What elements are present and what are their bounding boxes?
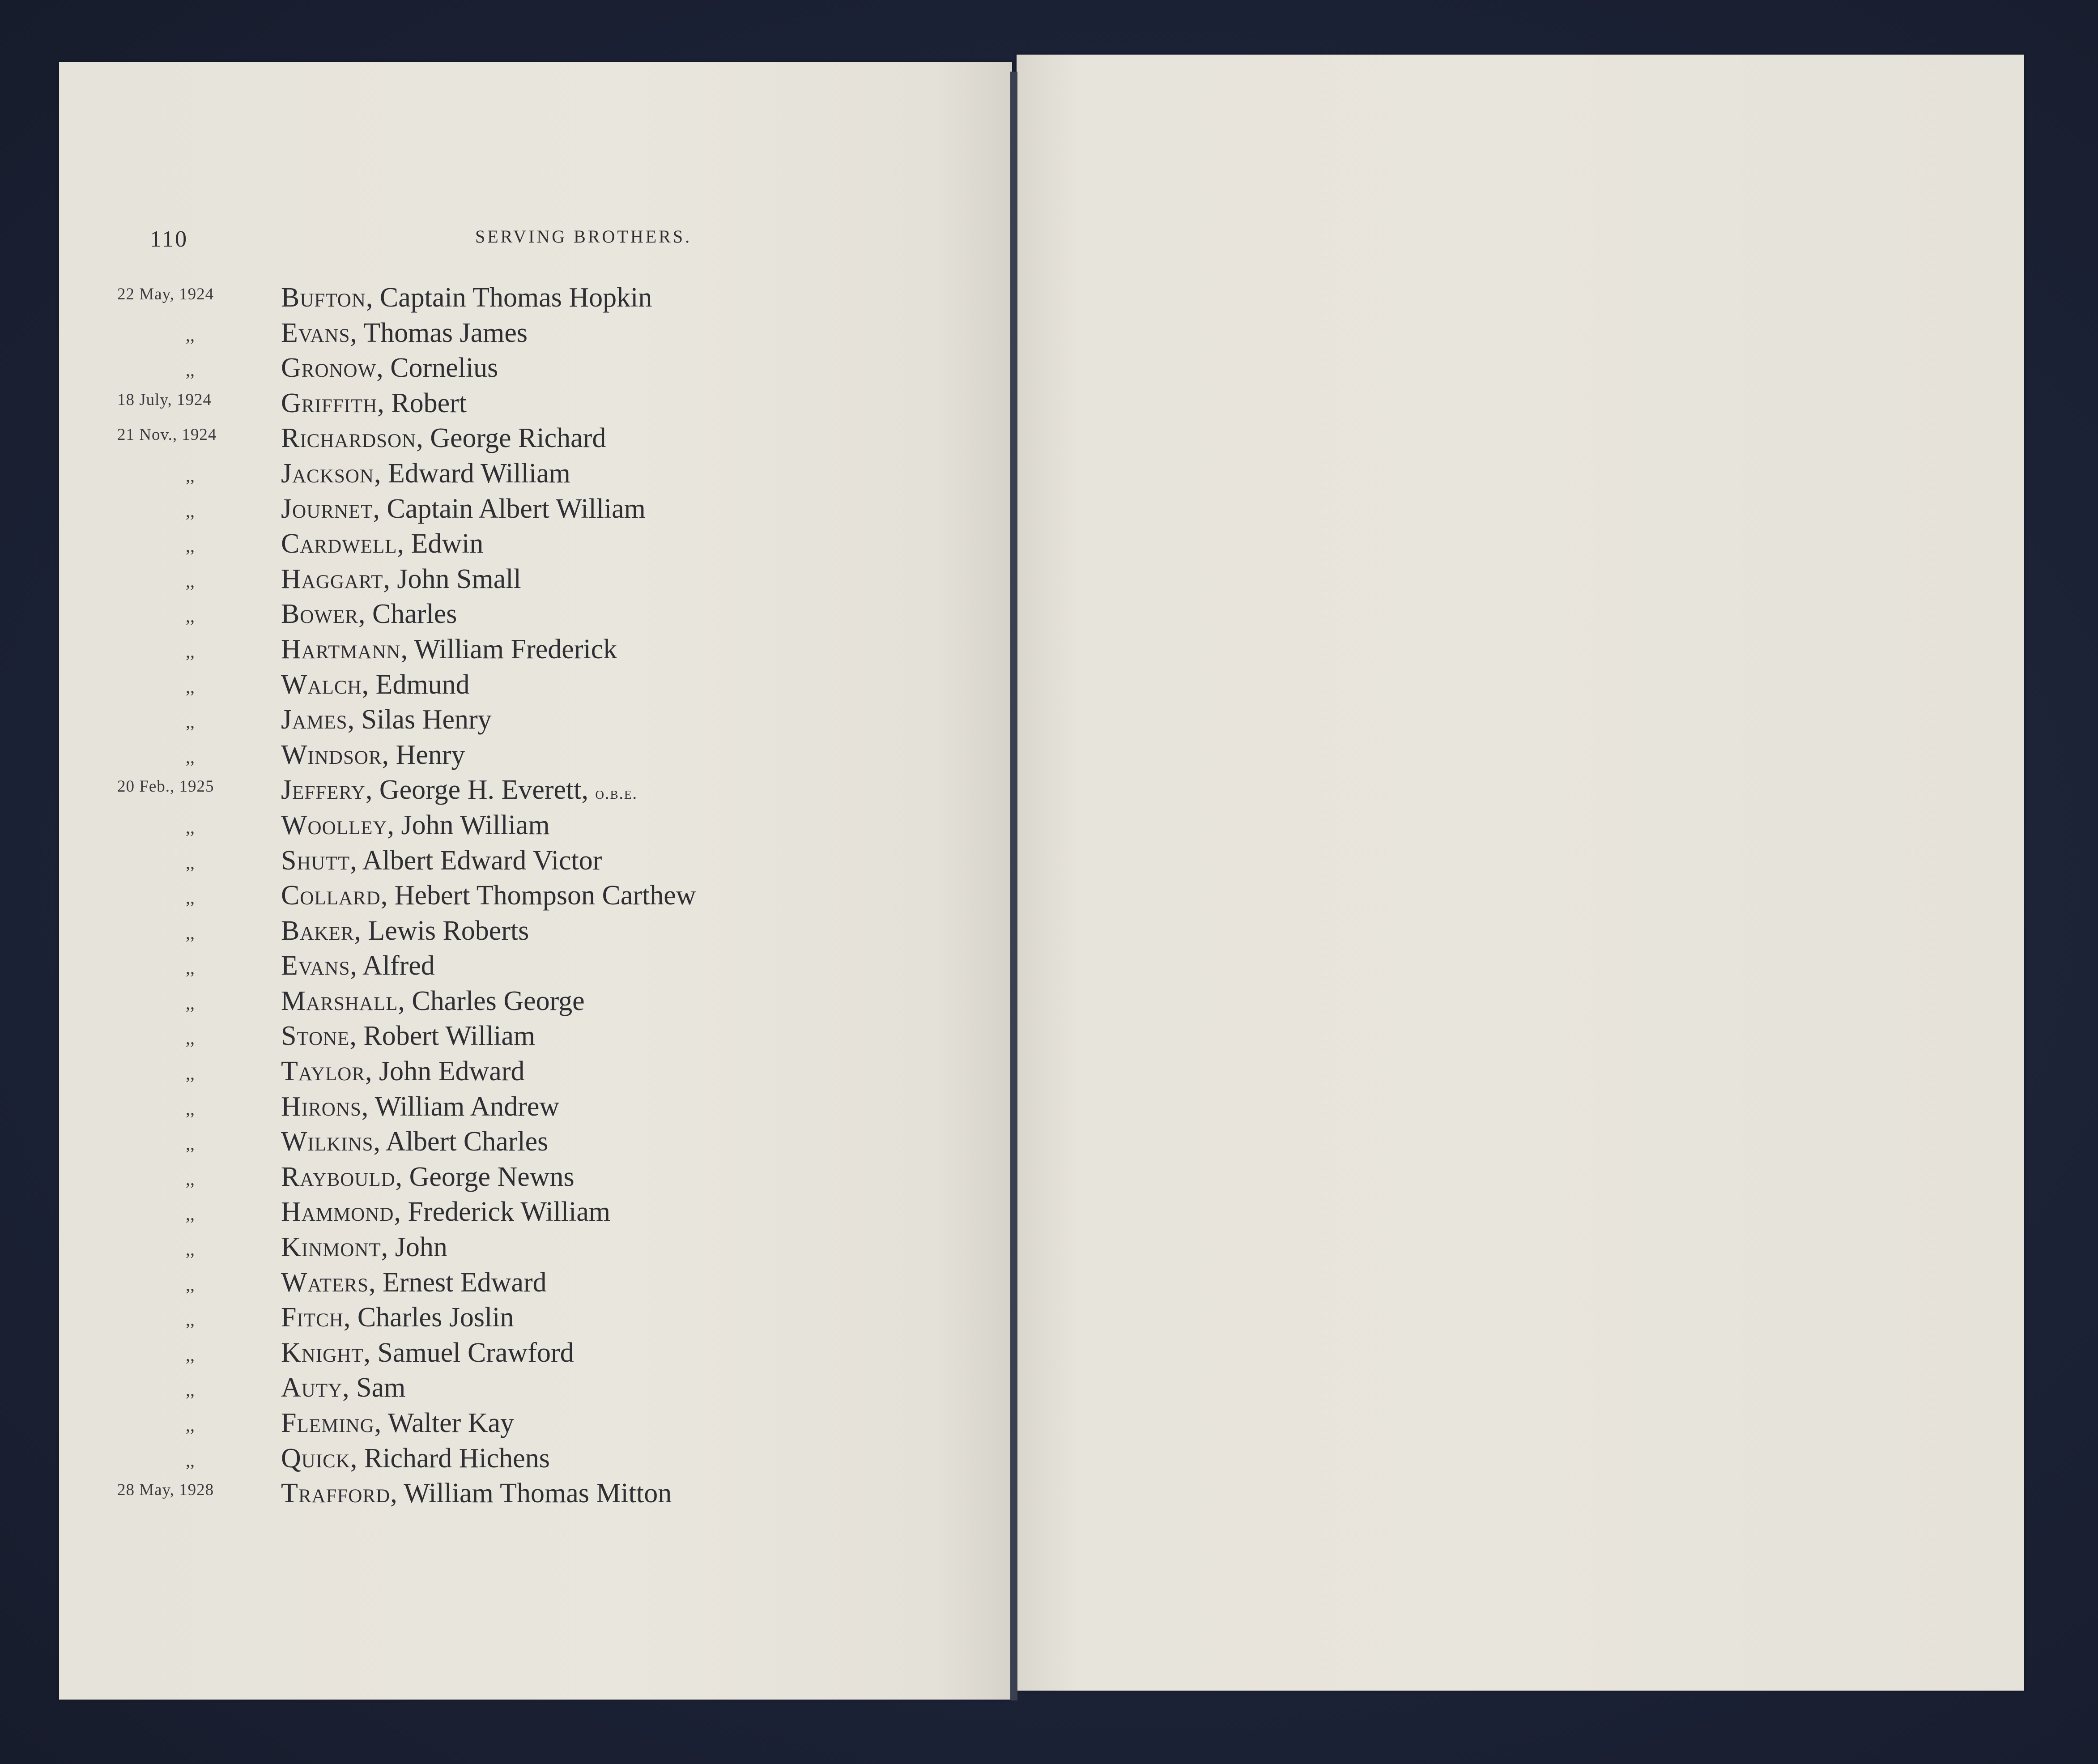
entry-surname: Wilkins: [281, 1126, 374, 1157]
ditto-mark: ,,: [186, 1380, 195, 1400]
ditto-mark: ,,: [186, 536, 195, 556]
entry-surname: Jeffery: [281, 775, 366, 805]
entry-surname: Collard: [281, 880, 381, 911]
list-item: [0, 1126, 1011, 1161]
list-item: [0, 845, 1011, 880]
entry-given-names: , William Thomas Mitton: [390, 1478, 672, 1509]
entry-surname: Hirons: [281, 1091, 362, 1122]
entry-given-names: , Charles Joslin: [343, 1302, 514, 1333]
ditto-mark: ,,: [186, 324, 195, 345]
entry-surname: Fleming: [281, 1408, 374, 1438]
entry-surname: Evans: [281, 317, 350, 348]
entry-surname: Quick: [281, 1443, 350, 1474]
list-item: [0, 950, 1011, 985]
entry-surname: Knight: [281, 1337, 364, 1368]
entry-name: [281, 422, 606, 454]
entry-surname: Shutt: [281, 845, 350, 876]
list-item: [0, 1231, 1011, 1267]
entry-given-names: , Charles: [358, 599, 457, 630]
entry-name: [281, 985, 585, 1017]
entry-given-names: , George Newns: [395, 1161, 575, 1192]
list-item: [0, 1056, 1011, 1091]
list-item: [0, 388, 1011, 423]
list-item: [0, 774, 1011, 810]
entry-date: 28 May, 1928: [117, 1481, 214, 1500]
entry-surname: Woolley: [281, 810, 387, 840]
entry-surname: Hartmann: [281, 634, 401, 665]
list-item: [0, 1302, 1011, 1337]
list-item: [0, 422, 1011, 458]
entry-name: [281, 915, 529, 947]
entry-given-names: , Alfred: [350, 950, 435, 981]
entry-given-names: , Cornelius: [376, 353, 498, 383]
entry-name: [281, 810, 550, 841]
entry-given-names: , William Andrew: [361, 1091, 560, 1122]
ditto-mark: ,,: [186, 1274, 195, 1295]
entry-name: [281, 1372, 405, 1404]
entry-date: 18 July, 1924: [117, 390, 212, 409]
entry-surname: Taylor: [281, 1056, 366, 1087]
list-item: [0, 810, 1011, 845]
list-item: [0, 1091, 1011, 1126]
entry-date: 20 Feb., 1925: [117, 777, 214, 796]
entry-given-names: , Thomas James: [350, 317, 528, 348]
entry-surname: Fitch: [281, 1302, 344, 1333]
list-item: [0, 1443, 1011, 1478]
entry-name: [281, 1231, 447, 1263]
entry-name: [281, 739, 465, 771]
entry-given-names: , Walter Kay: [374, 1408, 515, 1438]
entry-surname: Marshall: [281, 985, 398, 1016]
ditto-mark: ,,: [186, 746, 195, 767]
list-item: [0, 669, 1011, 704]
entry-surname: Waters: [281, 1267, 369, 1298]
entry-name: [281, 317, 528, 349]
entry-surname: Bower: [281, 599, 358, 630]
entry-given-names: , John Small: [383, 563, 521, 594]
entry-given-names: , Hebert Thompson Carthew: [380, 880, 696, 911]
ditto-mark: ,,: [186, 887, 195, 908]
entry-date: 21 Nov., 1924: [117, 426, 217, 444]
entry-name: [281, 845, 602, 877]
entry-name: [281, 1020, 535, 1052]
ditto-mark: ,,: [186, 1168, 195, 1189]
entry-name: [281, 950, 435, 982]
page-number: 110: [150, 226, 188, 252]
entry-name: [281, 1302, 514, 1334]
entry-name: [281, 282, 652, 314]
entry-given-names: , Robert William: [349, 1021, 536, 1052]
entry-given-names: , Albert Edward Victor: [350, 845, 602, 876]
ditto-mark: ,,: [186, 676, 195, 697]
list-item: [0, 458, 1011, 493]
entry-name: [281, 774, 638, 806]
entry-name: [281, 669, 470, 701]
entry-surname: Kinmont: [281, 1232, 381, 1263]
ditto-mark: ,,: [186, 1028, 195, 1048]
entry-given-names: , Samuel Crawford: [363, 1337, 574, 1368]
running-head: SERVING BROTHERS.: [475, 226, 692, 247]
entry-surname: Walch: [281, 669, 362, 700]
list-item: [0, 880, 1011, 915]
entry-name: [281, 704, 492, 736]
entry-given-names: , Richard Hichens: [350, 1443, 550, 1474]
list-item: [0, 528, 1011, 563]
entry-surname: Auty: [281, 1372, 343, 1403]
list-item: [0, 1407, 1011, 1443]
entry-given-names: , Lewis Roberts: [354, 915, 529, 946]
ditto-mark: ,,: [186, 1098, 195, 1119]
entry-name: [281, 1126, 548, 1158]
right-page: [1017, 55, 2024, 1691]
entry-surname: Jackson: [281, 458, 374, 489]
entry-name: [281, 1443, 550, 1474]
entry-name: [281, 634, 617, 665]
entry-given-names: , George H. Everett,: [365, 775, 596, 805]
entry-given-names: , Captain Thomas Hopkin: [366, 282, 652, 313]
entry-given-names: , Albert Charles: [373, 1126, 549, 1157]
list-item: [0, 493, 1011, 528]
entry-name: [281, 352, 498, 384]
ditto-mark: ,,: [186, 993, 195, 1013]
ditto-mark: ,,: [186, 571, 195, 591]
ditto-mark: ,,: [186, 1133, 195, 1154]
entry-surname: Baker: [281, 915, 354, 946]
entry-surname: Journet: [281, 493, 373, 524]
entry-surname: James: [281, 704, 348, 735]
list-item: [0, 352, 1011, 388]
list-item: [0, 739, 1011, 775]
ditto-mark: ,,: [186, 1063, 195, 1084]
entry-surname: Raybould: [281, 1161, 396, 1192]
entry-name: [281, 598, 457, 630]
ditto-mark: ,,: [186, 500, 195, 521]
book-gutter: [1010, 72, 1017, 1700]
list-item: [0, 563, 1011, 599]
ditto-mark: ,,: [186, 852, 195, 873]
entry-given-names: , John: [381, 1232, 447, 1263]
entry-given-names: , Henry: [382, 739, 465, 770]
entry-surname: Trafford: [281, 1478, 391, 1509]
list-item: [0, 598, 1011, 634]
entry-surname: Windsor: [281, 739, 382, 770]
entry-given-names: , John Edward: [365, 1056, 525, 1087]
ditto-mark: ,,: [186, 606, 195, 626]
list-item: [0, 1196, 1011, 1231]
list-item: [0, 915, 1011, 950]
entry-surname: Richardson: [281, 423, 417, 454]
entry-given-names: , Edmund: [362, 669, 470, 700]
ditto-mark: ,,: [186, 1450, 195, 1470]
entry-date: 22 May, 1924: [117, 285, 214, 303]
list-item: [0, 1020, 1011, 1056]
entry-surname: Griffith: [281, 388, 378, 418]
entry-given-names: , Sam: [342, 1372, 406, 1403]
entry-surname: Hammond: [281, 1197, 394, 1227]
entry-name: [281, 1196, 610, 1228]
list-item: [0, 1478, 1011, 1513]
entry-name: [281, 563, 521, 595]
ditto-mark: ,,: [186, 958, 195, 978]
ditto-mark: ,,: [186, 1415, 195, 1435]
entry-surname: Cardwell: [281, 528, 397, 559]
entry-given-names: , Robert: [377, 388, 467, 418]
list-item: [0, 634, 1011, 669]
ditto-mark: ,,: [186, 1344, 195, 1365]
entry-surname: Gronow: [281, 353, 377, 383]
ditto-mark: ,,: [186, 1204, 195, 1224]
entry-given-names: , William Frederick: [400, 634, 617, 665]
entry-name: [281, 1161, 575, 1193]
entry-name: [281, 1478, 672, 1509]
list-item: [0, 1337, 1011, 1372]
entry-given-names: , Charles George: [398, 985, 585, 1016]
ditto-mark: ,,: [186, 1309, 195, 1330]
entry-surname: Evans: [281, 950, 350, 981]
entry-name: [281, 1407, 514, 1439]
entry-honours: o.b.e.: [595, 784, 638, 803]
entry-name: [281, 1267, 547, 1299]
entry-given-names: , George Richard: [416, 423, 606, 454]
entry-given-names: , Frederick William: [394, 1197, 611, 1227]
ditto-mark: ,,: [186, 641, 195, 661]
ditto-mark: ,,: [186, 465, 195, 486]
entry-name: [281, 880, 696, 912]
ditto-mark: ,,: [186, 360, 195, 380]
entry-name: [281, 388, 467, 419]
list-item: [0, 1372, 1011, 1407]
entry-given-names: , Edwin: [397, 528, 484, 559]
list-item: [0, 1161, 1011, 1197]
entry-surname: Bufton: [281, 282, 366, 313]
member-list: [0, 282, 1011, 1513]
entry-name: [281, 1337, 574, 1369]
list-item: [0, 985, 1011, 1021]
entry-given-names: , Ernest Edward: [368, 1267, 547, 1298]
ditto-mark: ,,: [186, 1239, 195, 1260]
entry-given-names: , Silas Henry: [347, 704, 492, 735]
entry-given-names: , Captain Albert William: [373, 493, 646, 524]
entry-name: [281, 1091, 559, 1123]
entry-given-names: , John William: [387, 810, 550, 840]
entry-surname: Haggart: [281, 563, 383, 594]
entry-surname: Stone: [281, 1021, 350, 1052]
entry-name: [281, 458, 570, 490]
entry-given-names: , Edward William: [374, 458, 570, 489]
list-item: [0, 1267, 1011, 1302]
ditto-mark: ,,: [186, 922, 195, 943]
list-item: [0, 704, 1011, 739]
list-item: [0, 317, 1011, 353]
entry-name: [281, 493, 646, 525]
entry-name: [281, 528, 483, 560]
entry-name: [281, 1056, 524, 1087]
ditto-mark: ,,: [186, 817, 195, 837]
list-item: [0, 282, 1011, 317]
ditto-mark: ,,: [186, 712, 195, 732]
